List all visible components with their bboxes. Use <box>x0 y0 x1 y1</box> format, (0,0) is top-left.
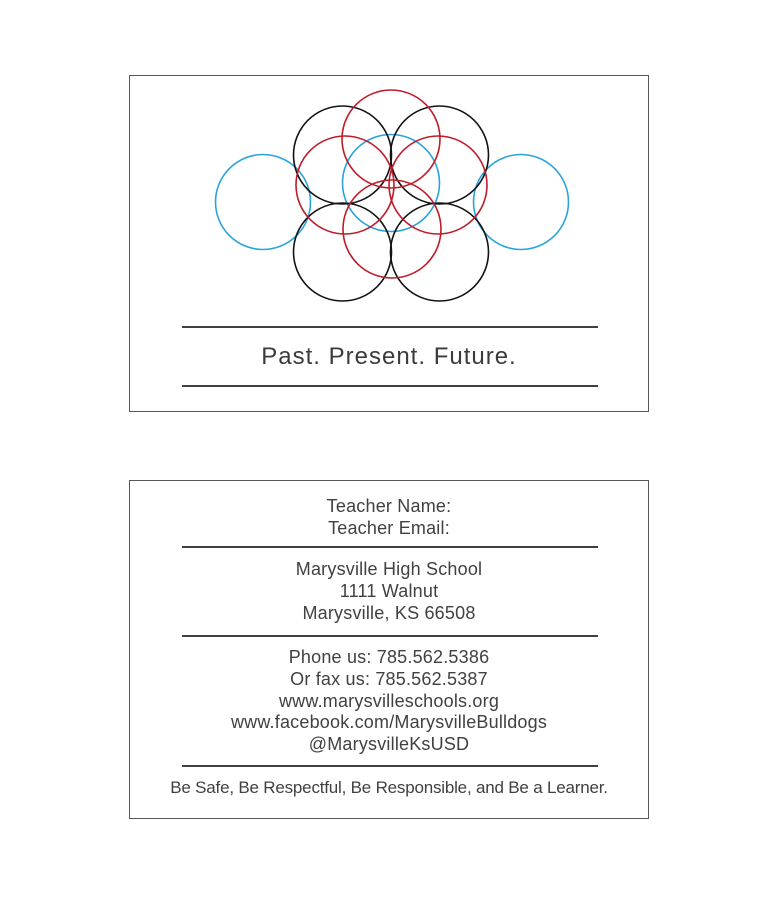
phone-line: Phone us: 785.562.5386 <box>288 647 490 667</box>
school-street: 1111 Walnut <box>339 581 439 601</box>
school-name: Marysville High School <box>295 559 483 579</box>
tagline-bottom-rule <box>182 385 598 387</box>
facebook-url: www.facebook.com/MarysvilleBulldogs <box>230 712 548 732</box>
section-rule-3 <box>182 765 598 767</box>
fax-line: Or fax us: 785.562.5387 <box>290 669 488 689</box>
teacher-email-label: Teacher Email: <box>328 518 450 538</box>
logo-circle-blue <box>474 155 569 250</box>
website-url: www.marysvilleschools.org <box>278 691 500 711</box>
school-city-state-zip: Marysville, KS 66508 <box>302 603 476 623</box>
section-rule-1 <box>182 546 598 548</box>
business-card-front <box>129 75 649 412</box>
business-card-back <box>129 480 649 819</box>
logo-circle-red <box>296 136 394 234</box>
motto: Be Safe, Be Respectful, Be Responsible, and Be a Learner. <box>170 778 608 797</box>
teacher-name-label: Teacher Name: <box>326 496 452 516</box>
twitter-handle: @MarysvilleKsUSD <box>308 734 470 754</box>
tagline: Past. Present. Future. <box>261 343 517 370</box>
section-rule-2 <box>182 635 598 637</box>
tagline-top-rule <box>182 326 598 328</box>
